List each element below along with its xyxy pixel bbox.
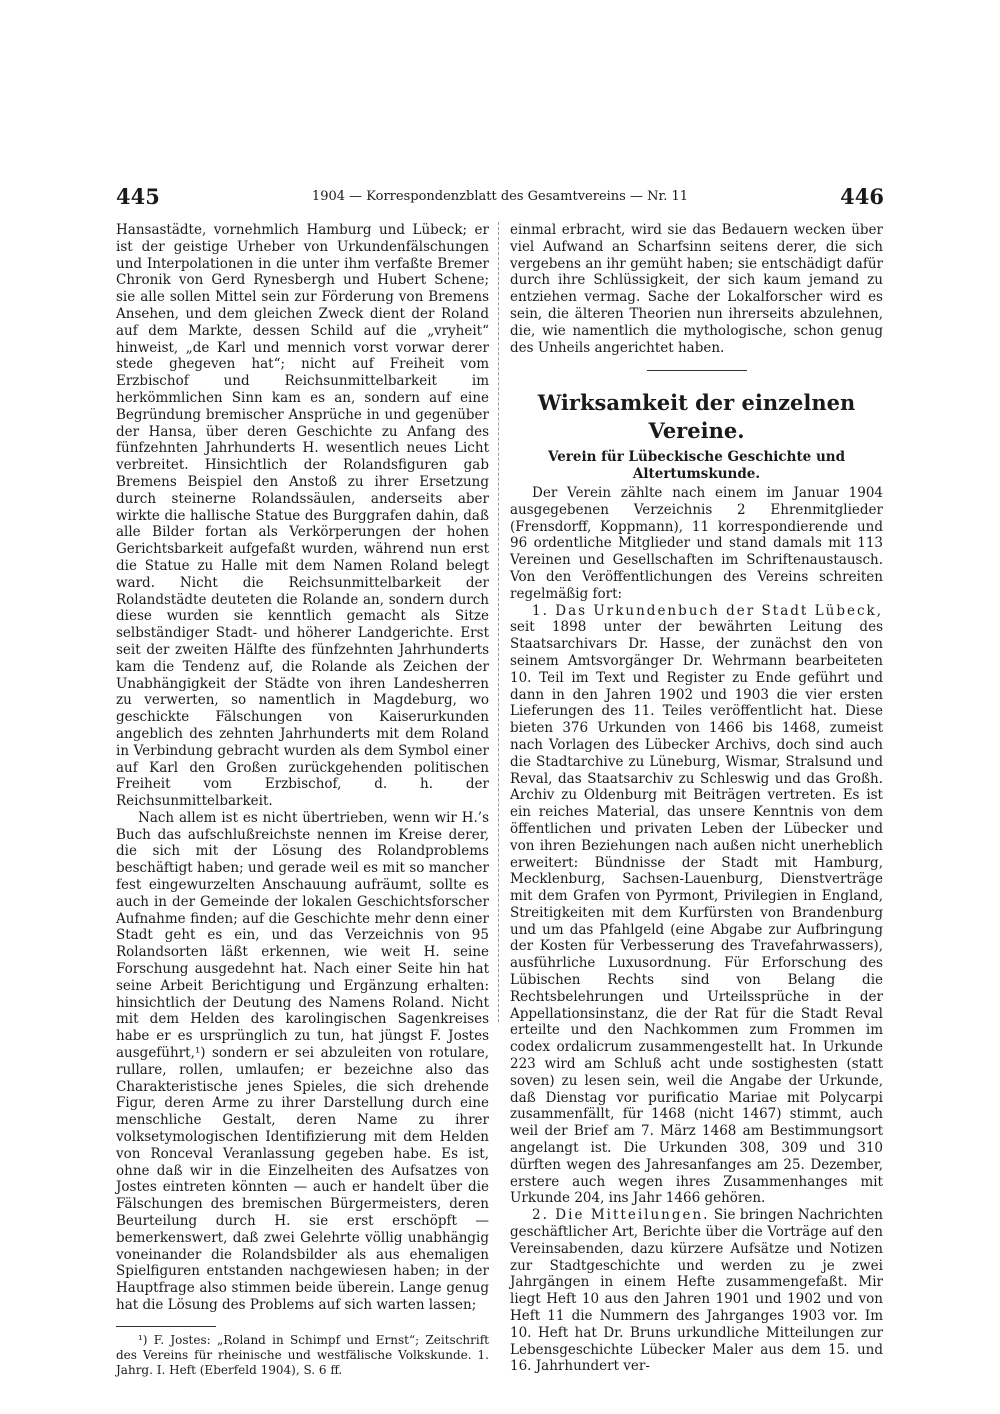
item-text: Sie bringen Nachrichten geschäftlicher Art, Berichte über die Vorträge auf den Vereinsabenden, dazu kürzere Aufsätze und Notizen zur Stadtgeschichte und werden zu je zwei Jahrgängen in einem Hefte zusammengefaßt. Mir liegt Heft 10 aus den Jahren 1901 und 1902 und von Heft 11 die Nummern des Jahrganges 1903 vor. Im 10. Heft hat Dr. Bruns urkundliche Mitteilungen zur Lebensgeschichte Lübecker Maler aus dem 15. und 16. Jahrhundert ver-: [510, 1207, 884, 1375]
paragraph: Nach allem ist es nicht übertrieben, wenn wir H.’s Buch das aufschlußreichste nennen im Kreise derer, die sich mit der Lösung des Rolandproblems beschäftigt haben; und gerade weil es mit so mancher fest eingewurzelten Anschauung aufräumt, sollte es auch in der Gemeinde der lokalen Geschichtsforscher Aufnahme finden; auf die Geschichte mehr denn einer Stadt geht es ein, und das Verzeichnis von 95 Rolandsorten läßt erkennen, wie weit H. seine Forschung ausgedehnt hat. Nach einer Seite hin hat seine Arbeit Berichtigung und Ergänzung erhalten: hinsichtlich der Deutung des Namens Roland. Nicht mit dem Helden des karolingischen Sagenkreises habe er es ursprünglich zu tun, hat jüngst F. Jostes ausgeführt,¹) sondern er sei abzuleiten von rotulare, rullare, rollen, umlaufen; er bezeichne also das Charakteristische jenes Spieles, die sich drehende Figur, deren Arme zu ihrer Darstellung durch eine menschliche Gestalt, deren Name zu ihrer volksetymologischen Identifizierung mit dem Helden von Ronceval Veranlassung gegeben habe. Es ist, ohne daß wir in die Einzelheiten des Aufsatzes von Jostes eintreten könnten — auch er handelt über die Fälschungen des bremischen Bürgermeisters, deren Beurteilung durch H. sie erst erschöpft — bemerkenswert, daß zwei Gelehrte völlig unabhängig voneinander die Rolandsbilder als aus ehemaligen Spielfiguren entstanden nachgewiesen haben; in der Hauptfrage also stimmen beide überein. Lange genug hat die Lösung des Problems auf sich warten lassen;: [116, 809, 489, 1313]
left-column: [116, 222, 489, 1378]
paragraph: einmal erbracht, wird sie das Bedauern wecken über viel Aufwand an Scharfsinn seitens derer, die sich vergebens an ihr gemüht haben; sie entschädigt dafür durch ihre Schlüssigkeit, der sich kaum jemand zu entziehen vermag. Sache der Lokalforscher wird es sein, die älteren Theorien nun ihrerseits abzulehnen, die, wie namentlich die mythologische, schon genug des Unheils angerichtet haben.: [510, 222, 883, 356]
item-text: seit 1898 unter der bewährten Leitung des Staatsarchivars Dr. Hasse, der zunächst den von seinem Amtsvorgänger Dr. Wehrmann bearbeiteten 10. Teil im Text und Register zu Ende geführt und dann in den Jahren 1902 und 1903 die vier ersten Lieferungen des 11. Teiles veröffentlicht hat. Diese bieten 376 Urkunden von 1466 bis 1468, zumeist nach Vorlagen des Lübecker Archivs, doch sind auch die Stadtarchive zu Lüneburg, Wismar, Stralsund und Reval, das Staatsarchiv zu Schleswig und das Großh. Archiv zu Oldenburg mit Beiträgen vertreten. Es ist ein reiches Material, das unsere Kenntnis von dem öffentlichen und privaten Leben der Lübecker und von ihren Beziehungen nach außen nicht unerheblich erweitert: Bündnisse der Stadt mit Hamburg, Mecklenburg, Sachsen-Lauenburg, Dienstverträge mit dem Grafen von Pyrmont, Privilegien in England, Streitigkeiten mit dem Kurfürsten von Brandenburg und um das Pfahlgeld (eine Abgabe zur Aufbringung der Kosten für Verbesserung des Travefahrwassers), ausführliche Luxusordnung. Für Erforschung des Lübischen Rechts sind von Belang die Rechtsbelehrungen und Urteilssprüche in der Appellationsinstanz, die der Rat für die Stadt Reval erteilte und den Nachkommen zum Frommen im codex ordalicrum zusammengestellt hat. In Urkunde 223 wird am Schluß acht unde sostighesten (statt soven) zu lesen sein, weil die Angabe der Urkunde, daß Dienstag vor purificatio Mariae mit Polycarpi zusammenfällt, für 1468 (nicht 1467) stimmt, auch weil der Brief am 7. März 1468 am Bestimmungsort angelangt ist. Die Urkunden 308, 309 und 310 dürften wegen des Jahresanfanges am 25. Dezember, erstere auch wegen ihres Zusammenhanges mit Urkunde 204, ins Jahr 1466 gehören.: [510, 619, 883, 1207]
paragraph: [510, 603, 883, 1208]
running-title: 1904 — Korrespondenzblatt des Gesamtvereins — Nr. 11: [311, 189, 689, 204]
page-number-right: 446: [840, 184, 884, 209]
section-title: Wirksamkeit der einzelnen Vereine.: [537, 390, 856, 444]
section-rule: [647, 370, 747, 371]
footnote-rule: [116, 1326, 216, 1327]
paragraph: Der Verein zählte nach einem im Januar 1904 ausgegebenen Verzeichnis 2 Ehrenmitglieder (Frensdorff, Koppmann), 11 korrespondierende und 96 ordentliche Mitglieder und stand damals mit 113 Vereinen und Gesellschaften im Schriftenaustausch. Von den Veröffentlichungen des Vereins schreiten regelmäßig fort:: [510, 484, 883, 602]
item-lead: 2. Die Mitteilungen.: [532, 1207, 710, 1224]
subsection-heading: Verein für Lübeckische Geschichte und Altertumskunde.: [547, 449, 846, 483]
item-lead: 1. Das Urkundenbuch der Stadt Lübeck,: [532, 602, 883, 619]
footnote: ¹) F. Jostes: „Roland in Schimpf und Ernst“; Zeitschrift des Vereins für rheinische und westfälische Volkskunde. 1. Jahrg. I. Heft (Eberfeld 1904), S. 6 ff.: [116, 1332, 489, 1377]
paragraph: [510, 1207, 883, 1375]
page-number-left: 445: [116, 184, 160, 209]
right-column: [510, 222, 883, 1375]
column-divider: [498, 222, 499, 1022]
page-header: [116, 184, 884, 214]
paragraph: Hansastädte, vornehmlich Hamburg und Lübeck; er ist der geistige Urheber von Urkundenfälschungen und Interpolationen in die unter ihm verfaßte Bremer Chronik von Gerd Rynesbergh und Hubert Schene; sie alle sollen Mittel sein zur Förderung von Bremens Ansehen, und dem gleichen Zweck dient der Roland auf dem Markte, dessen Schild auf die „vryheit“ hinweist, „de Karl und mennich vorst vorwar derer stede ghegeven hat“; nicht auf Freiheit vom Erzbischof und Reichsunmittelbarkeit im herkömmlichen Sinn kam es an, sondern auf eine Begründung bremischer Ansprüche in und gegenüber der Hansa, über deren Geschichte zu Anfang des fünfzehnten Jahrhunderts H. wesentlich neues Licht verbreitet. Hinsichtlich der Rolandsfiguren gab Bremens Beispiel den Anstoß zu ihrer Ersetzung durch steinerne Rolandssäulen, anderseits aber wirkte die hallische Statue des Burggrafen dahin, daß alle Bilder fortan als Verkörperungen der hohen Gerichtsbarkeit aufgefaßt wurden, während nun erst die Statue zu Halle mit dem Namen Roland belegt ward. Nicht die Reichsunmittelbarkeit der Rolandstädte deuteten die Rolande an, sondern durch diese wurden sie kenntlich gemacht als Sitze selbständiger Stadt- und höherer Landgerichte. Erst seit der zweiten Hälfte des fünfzehnten Jahrhunderts kam die Tendenz auf, die Rolande als Zeichen der Unabhängigkeit der Städte von ihren Landesherren zu verwerten, so namentlich in Magdeburg, wo geschickte Fälschungen von Kaiserurkunden angeblich des zehnten Jahrhunderts mit dem Roland in Verbindung gebracht wurden als dem Symbol einer auf Karl den Großen zurückgehenden politischen Freiheit vom Erzbischof, d. h. der Reichsunmittelbarkeit.: [116, 222, 489, 810]
